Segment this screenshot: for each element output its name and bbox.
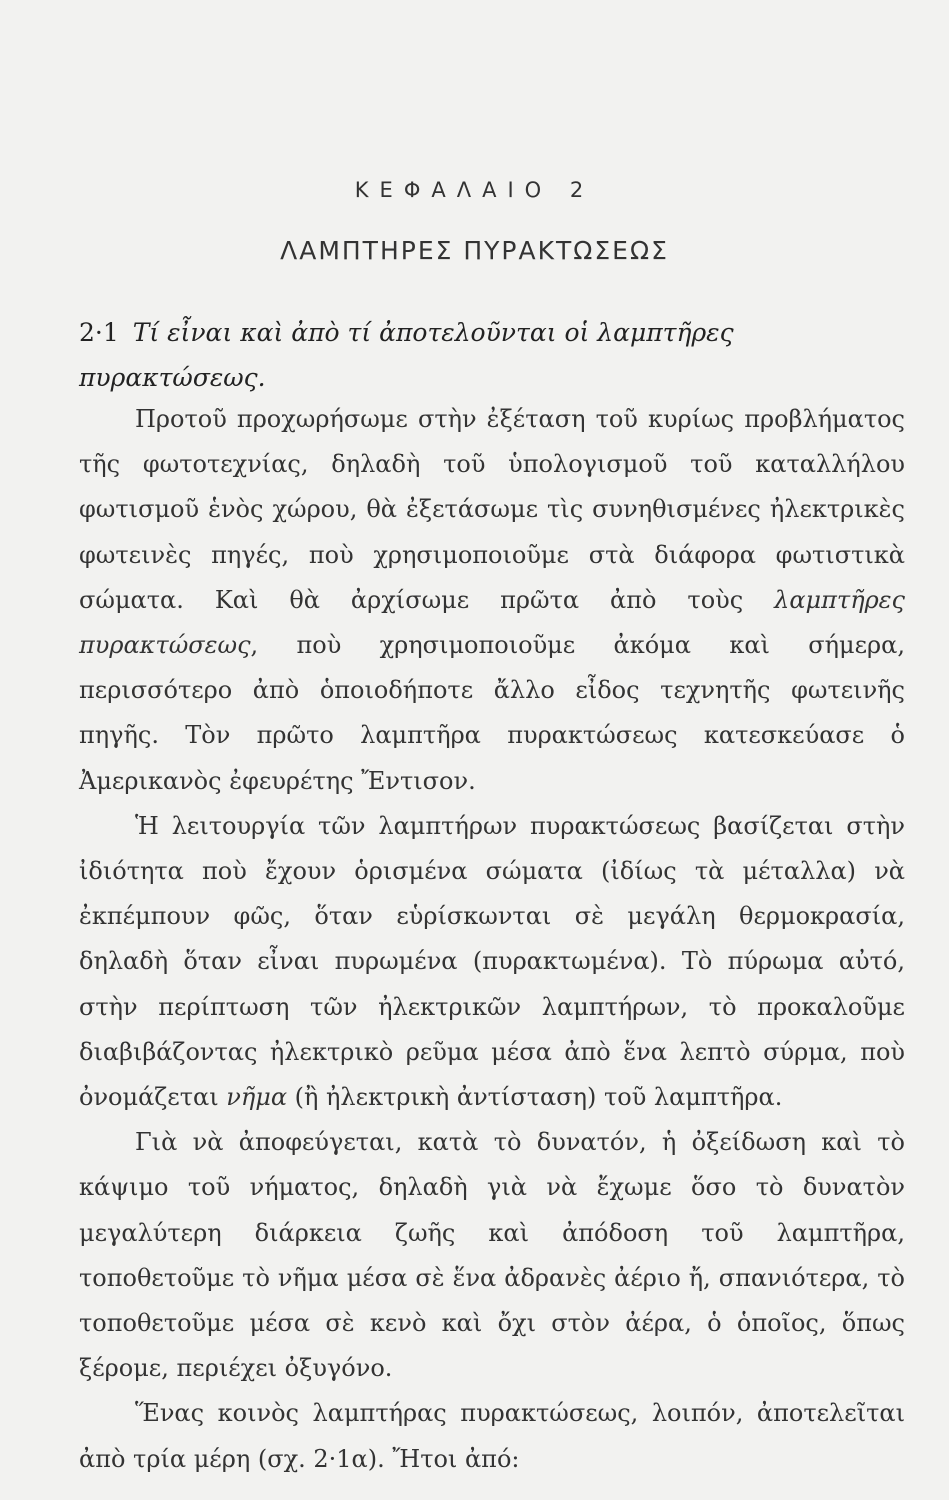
- chapter-title: ΛΑΜΠΤΗΡΕΣ ΠΥΡΑΚΤΩΣΕΩΣ: [280, 236, 669, 265]
- paragraph-1-emphasis: λαμπτῆρες πυρακτώσεως: [79, 585, 905, 660]
- paragraph-1-part-b: , ποὺ χρησιμοποιοῦμε ἀκόμα καὶ σήμερα, περισσότερο ἀπὸ ὁποιοδήποτε ἄλλο εἶδος τεχνητῆς φωτεινῆς πηγῆς. Τὸν πρῶτο λαμπτῆρα πυρακτώσεως κατεσκεύασε ὁ Ἀμερικανὸς ἐφευρέτης Ἔντισον.: [79, 631, 905, 795]
- paragraph-4: Ἕνας κοινὸς λαμπτήρας πυρακτώσεως, λοιπόν, ἀποτελεῖται ἀπὸ τρία μέρη (σχ. 2·1α). Ἤτοι ἀπό:: [79, 1399, 905, 1473]
- chapter-label: ΚΕΦΑΛΑΙΟ 2: [354, 178, 595, 202]
- paragraph-2: [79, 804, 905, 1120]
- paragraph-2-part-a: Ἡ λειτουργία τῶν λαμπτήρων πυρακτώσεως βασίζεται στὴν ἰδιότητα ποὺ ἔχουν ὁρισμένα σώματα (ἰδίως τὰ μέταλλα) νὰ ἐκπέμπουν φῶς, ὅταν εὑρίσκωνται σὲ μεγάλη θερμοκρασία, δηλαδὴ ὅταν εἶναι πυρωμένα (πυρακτωμένα). Τὸ πύρωμα αὐτό, στὴν περίπτωση τῶν ἠλεκτρικῶν λαμπτήρων, τὸ προκαλοῦμε διαβιβάζοντας ἠλεκτρικὸ ρεῦμα μέσα ἀπὸ ἕνα λεπτὸ σύρμα, ποὺ ὀνομάζεται: [79, 811, 905, 1112]
- section-number: 2·1: [79, 318, 119, 347]
- section-title: Τί εἶναι καὶ ἀπὸ τί ἀποτελοῦνται οἱ λαμπτῆρες πυρακτώσεως.: [79, 318, 734, 392]
- paragraph-2-part-b: (ἢ ἠλεκτρικὴ ἀντίσταση) τοῦ λαμπτῆρα.: [287, 1083, 783, 1112]
- body-text: [79, 397, 905, 1482]
- paragraph-2-emphasis: νῆμα: [226, 1083, 288, 1112]
- paragraph-3: Γιὰ νὰ ἀποφεύγεται, κατὰ τὸ δυνατόν, ἡ ὀξείδωση καὶ τὸ κάψιμο τοῦ νήματος, δηλαδὴ γιὰ νὰ ἔχωμε ὅσο τὸ δυνατὸν μεγαλύτερη διάρκεια ζωῆς καὶ ἀπόδοση τοῦ λαμπτῆρα, τοποθετοῦμε τὸ νῆμα μέσα σὲ ἕνα ἀδρανὲς ἀέριο ἤ, σπανιότερα, τὸ τοποθετοῦμε μέσα σὲ κενὸ καὶ ὄχι στὸν ἀέρα, ὁ ὁποῖος, ὅπως ξέρομε, περιέχει ὀξυγόνο.: [79, 1128, 905, 1383]
- paragraph-1: [79, 397, 905, 804]
- section-heading: [79, 310, 899, 400]
- paragraph-1-part-a: Προτοῦ προχωρήσωμε στὴν ἐξέταση τοῦ κυρίως προβλήματος τῆς φωτοτεχνίας, δηλαδὴ τοῦ ὑπολογισμοῦ τοῦ καταλλήλου φωτισμοῦ ἑνὸς χώρου, θὰ ἐξετάσωμε τὶς συνηθισμένες ἠλεκτρικὲς φωτεινὲς πηγές, ποὺ χρησιμοποιοῦμε στὰ διάφορα φωτιστικὰ σώματα. Καὶ θὰ ἀρχίσωμε πρῶτα ἀπὸ τοὺς: [79, 405, 905, 614]
